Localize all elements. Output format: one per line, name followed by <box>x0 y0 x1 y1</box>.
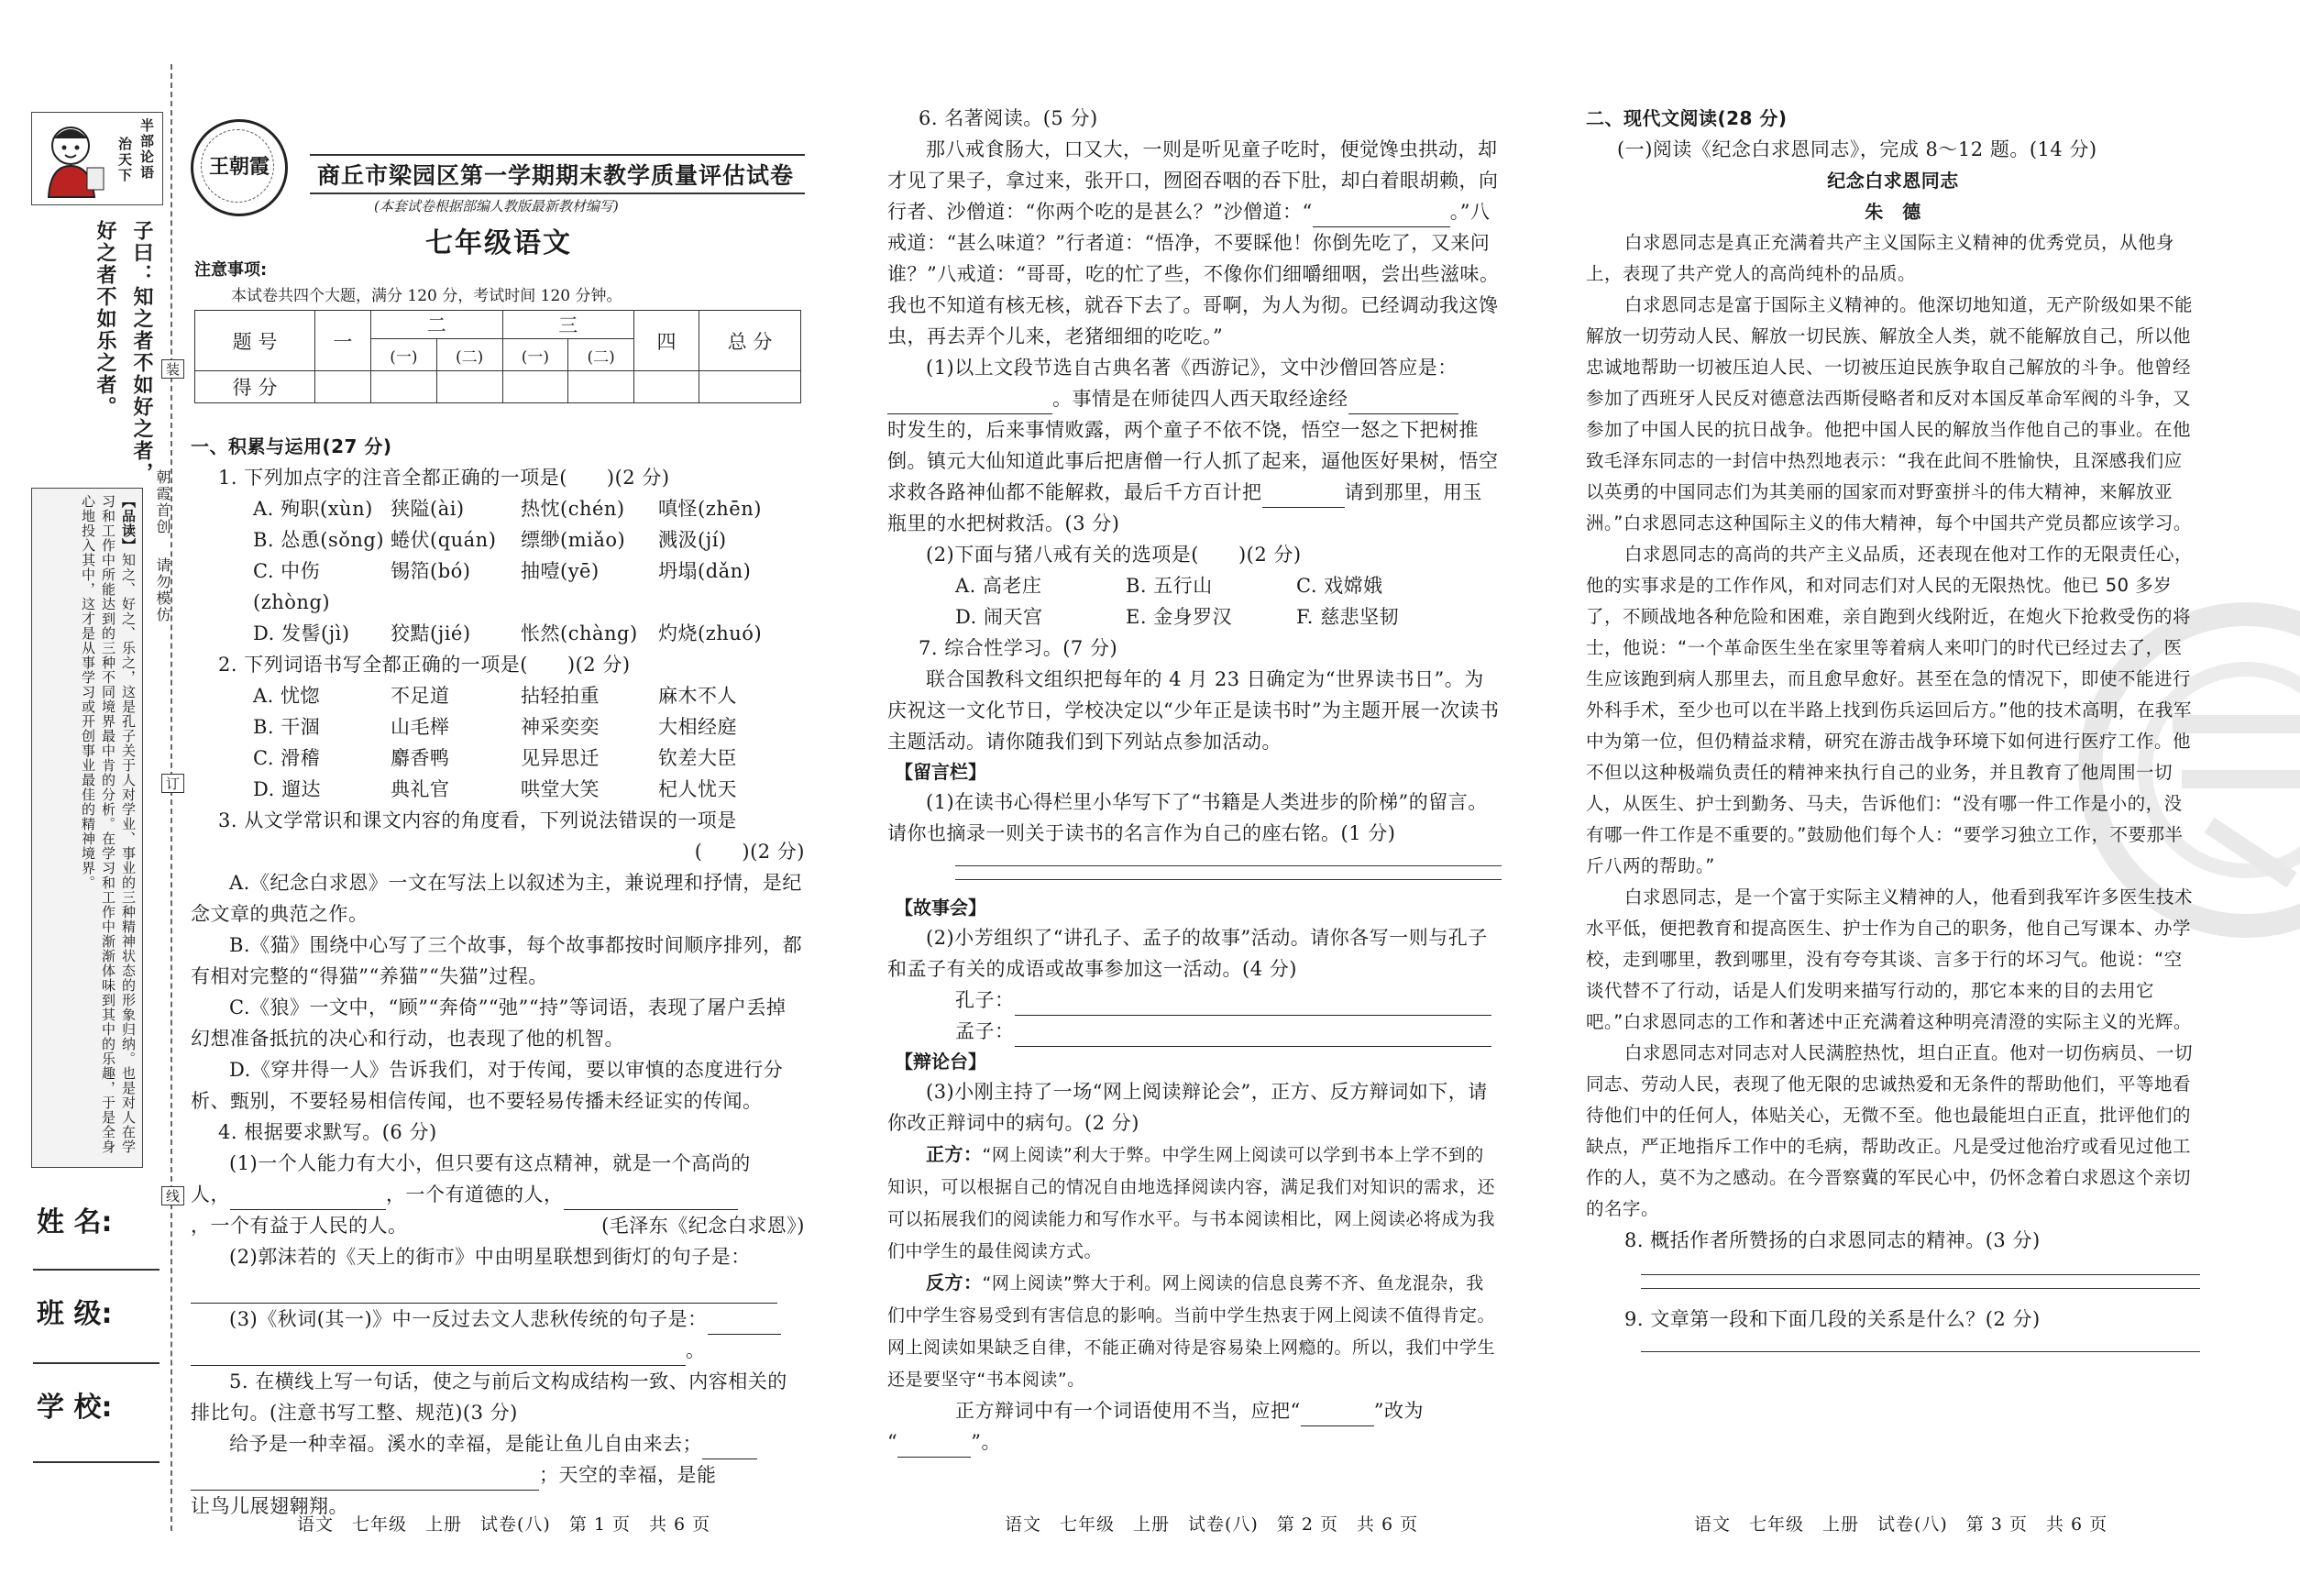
q7-3-answer-prefix: 正方辩词中有一个词语使用不当，应把“ <box>955 1400 1301 1422</box>
story-session-title: 【故事会】 <box>895 897 986 919</box>
q6-passage-text-2: 。”八戒道：“甚么味道？”行者道：“悟净，不要睬他！你倒先吃了，又来问谁？”八戒道：“哥哥，吃的忙了些，不像你们细嚼细咽，尝出些滋味。我也不知道有核无核，就吞下去了。哥啊，为人为彻。已经调动我这馋虫，再去弄个儿来，老猪细细的吃吃。” <box>887 201 1500 347</box>
q2-opt-word: 拈轻拍重 <box>521 685 600 707</box>
q3-option-b[interactable]: B.《猫》围绕中心写了三个故事，每个故事都按时间顺序排列，都有相对完整的“得猫”“养猫”“失猫”过程。 <box>191 934 803 987</box>
tag-original: 朝霞首创 <box>154 469 171 535</box>
score-head-1: 一 <box>315 311 371 371</box>
name-field[interactable] <box>33 1269 160 1271</box>
q6-passage-text-1: 那八戒食肠大，口又大，一则是听见童子吃时，便觉馋虫拱动，却才见了果子，拿过来，张开口，囫囵吞咽的吞下肚，却白着眼胡赖，向行者、沙僧道：“你两个吃的是甚么？”沙僧道：“ <box>887 138 1499 223</box>
confucius-field[interactable] <box>1015 993 1491 1016</box>
q1-opt-word: 溅汲(jí) <box>658 529 727 551</box>
q4-1-blank-2[interactable] <box>564 1187 738 1210</box>
q6-passage <box>887 134 1502 352</box>
q1-opt-word: 锡箔(bó) <box>391 560 471 582</box>
exam-subtitle: (本套试卷根据部编人教版最新教材编写) <box>374 198 619 215</box>
message-board-title: 【留言栏】 <box>895 761 986 783</box>
q7-2-text: (2)小芳组织了“讲孔子、孟子的故事”活动。请你各写一则与孔子和孟子有关的成语或故事参加这一活动。(4 分) <box>887 927 1488 980</box>
scholar-cartoon-icon <box>38 120 109 199</box>
q4-1-prefix: 人， <box>191 1183 230 1205</box>
q4-2-text: (2)郭沫若的《天上的街市》中由明星联想到街灯的句子是： <box>229 1246 751 1268</box>
binding-mark-2: 订 <box>161 774 184 793</box>
score-cell[interactable] <box>315 371 371 403</box>
q9-answer-line[interactable] <box>1641 1351 2200 1352</box>
notes-text: 本试卷共四个大题，满分 120 分，考试时间 120 分钟。 <box>231 287 622 305</box>
logo-text: 王朝霞 <box>208 155 270 179</box>
q1-opt-word: 热忱(chén) <box>521 498 625 520</box>
q1-opt-word: 抽噎(yē) <box>521 560 600 582</box>
q5-text-2: ；天空的幸福，是能 <box>539 1464 717 1486</box>
q6-2-option[interactable]: B. 五行山 <box>1126 575 1213 597</box>
q5-blank-1[interactable] <box>702 1436 757 1459</box>
q1-opt[interactable]: B. 怂恿(sǒng) <box>253 529 385 551</box>
q3-option-a[interactable]: A.《纪念白求恩》一文在写法上以叙述为主，兼说理和抒情，是纪念文章的典范之作。 <box>191 872 802 925</box>
q2-opt-word: 不足道 <box>391 685 450 707</box>
school-field[interactable] <box>33 1461 160 1463</box>
score-cell[interactable] <box>502 371 568 403</box>
page-2 <box>887 103 1502 1535</box>
con-label: 反方： <box>926 1271 983 1293</box>
school-label: 学 校: <box>37 1392 113 1424</box>
q6-2-options <box>887 570 1502 633</box>
q2-opt-word: 见异思迁 <box>521 747 600 769</box>
score-head-4: 四 <box>634 311 699 371</box>
score-head-label: 题 号 <box>195 311 315 371</box>
class-label: 班 级: <box>37 1298 113 1330</box>
page3-footer: 语文 七年级 上册 试卷(八) 第 3 页 共 6 页 <box>1694 1514 2108 1535</box>
binding-line <box>171 64 172 1531</box>
q2-opt-word: 杞人忧天 <box>658 778 737 800</box>
q3-option-c[interactable]: C.《狼》一文中，“顾”“奔倚”“弛”“持”等词语，表现了屠户丢掉幻想准备抵抗的决心和行动，也表现了他的机智。 <box>191 996 787 1050</box>
notes-title: 注意事项: <box>194 260 268 280</box>
q6-2-option[interactable]: C. 戏嫦娥 <box>1296 575 1383 597</box>
section-1-title: 一、积累与运用(27 分) <box>191 435 392 457</box>
score-cell[interactable] <box>371 371 437 403</box>
q6-2-option[interactable]: E. 金身罗汉 <box>1126 606 1233 628</box>
q4-1-mid: ，一个有道德的人， <box>386 1183 564 1205</box>
q6-2-option[interactable]: F. 慈悲坚韧 <box>1296 606 1400 628</box>
q4-1-source: (毛泽东《纪念白求恩》) <box>601 1215 805 1237</box>
q2-opt-word: 哄堂大笑 <box>521 778 600 800</box>
q7-1-text: (1)在读书心得栏里小华写下了“书籍是人类进步的阶梯”的留言。请你也摘录一则关于读书的名言作为自己的座右铭。(1 分) <box>887 791 1488 844</box>
q6-1-text-2: 。事情是在师徒四人西天取经途经 <box>1052 388 1348 410</box>
score-row-label: 得 分 <box>195 371 315 403</box>
name-label: 姓 名: <box>37 1206 113 1238</box>
q1-opt-word: 怅然(chàng) <box>521 622 638 644</box>
score-sub-3-1: (一) <box>502 339 568 371</box>
q6-1-blank-1[interactable] <box>887 391 1052 414</box>
q4-3-blank-2[interactable] <box>191 1343 686 1366</box>
q2-options <box>191 680 805 805</box>
q6-2-option[interactable]: D. 闹天宫 <box>955 606 1043 628</box>
q1-opt-word: 坍塌(dǎn) <box>658 560 752 582</box>
motto-left: 治天下 <box>116 137 133 183</box>
reading-text: 知之、好之、乐之，这是孔子关于人对学业、事业的三种精神状态的形象归纳。也是对人在学习和工作中所能达到的三种不同境界最中肯的分析。在学习和工作中渐渐体味到其中的乐趣，于是全身心地投入其中，这才是从事学习或开创事业最佳的精神境界。 <box>80 494 137 1154</box>
q4-3-text: (3)《秋词(其一)》中一反过去文人悲秋传统的句子是： <box>229 1308 708 1330</box>
q7-1-answer-line-1[interactable] <box>955 865 1502 866</box>
score-sub-3-2: (二) <box>568 339 634 371</box>
article-author: 朱 德 <box>1865 201 1921 223</box>
q8-answer-line-2[interactable] <box>1641 1288 2200 1289</box>
mencius-field[interactable] <box>1015 1024 1491 1047</box>
q7-3-blank-2[interactable] <box>897 1435 971 1458</box>
article-para-3: 白求恩同志的高尚的共产主义品质，还表现在他对工作的无限责任心，他的实事求是的工作作风，和对同志们对人民的无限热忱。他已 50 多岁了，不顾战地各种危险和困难，亲自跑到火线附近，在炮火下抢救受伤的将士，他说：“一个革命医生坐在家里等着病人来叩门的时代已经过去了，医生应该跑到病人那里去，而且愈早愈好。甚至在急的情况下，即使不能进行外科手术，至少也可以在半路上找到伤兵运回后方。”他的技术高明，在我军中为第一位，但仍精益求精，研究在游击战争环境下如何进行医疗工作。他不但以这种极端负责任的精神来执行自己的业务，并且教育了他周围一切人，从医生、护士到勤务、马夫，告诉他们：“没有哪一件工作是小的，没有哪一件工作是不重要的。”鼓励他们每个人：“要学习独立工作，不要那半斤八两的帮助。” <box>1586 544 2194 876</box>
q7-1-answer-line-2[interactable] <box>955 879 1502 880</box>
pro-argument: “网上阅读”利大于弊。中学生网上阅读可以学到书本上学不到的知识，可以根据自己的情况自由地选择阅读内容，满足我们对知识的需求，还可以拓展我们的阅读能力和写作水平。与书本阅读相比，网上阅读必将成为我们中学生的最佳阅读方式。 <box>887 1145 1496 1261</box>
q6-1-blank-3[interactable] <box>1262 485 1345 508</box>
q6-2-stem: (2)下面与猪八戒有关的选项是( )(2 分) <box>926 544 1302 566</box>
q2-opt-word: 麻木不人 <box>658 685 737 707</box>
score-sub-2-2: (二) <box>436 339 502 371</box>
q7-3-answer-mid: ”改为 <box>1373 1400 1424 1422</box>
q8-stem: 8. 概括作者所赞扬的白求恩同志的精神。(3 分) <box>1624 1229 2041 1251</box>
q6-1-text-4: 请到那里，用玉瓶里的水把树救活。(3 分) <box>887 481 1482 534</box>
class-field[interactable] <box>33 1362 160 1364</box>
q2-opt-word: 典礼官 <box>391 778 450 800</box>
article-para-1: 白求恩同志是真正充满着共产主义国际主义精神的优秀党员，从他身上，表现了共产党人的高尚纯朴的品质。 <box>1586 232 2175 284</box>
binding-mark-1: 装 <box>161 359 184 379</box>
score-sub-2-1: (一) <box>371 339 437 371</box>
q1-opt[interactable]: D. 发髻(jì) <box>253 622 350 644</box>
quote-line1: 子曰：知之者不如好之者， <box>130 220 153 484</box>
subject-title: 七年级语文 <box>425 227 572 259</box>
quote-line2: 好之者不如乐之者。 <box>94 220 116 418</box>
q1-opt[interactable]: C. 中伤(zhòng) <box>253 560 331 613</box>
brand-logo <box>191 119 288 216</box>
q4-2-blank[interactable] <box>191 1281 777 1304</box>
motto-box <box>31 112 163 205</box>
page-3 <box>1586 103 2200 1535</box>
article-para-5: 白求恩同志对同志对人民满腔热忱，坦白正直。他对一切伤病员、一切同志、劳动人民，表现了他无限的忠诚热爱和无条件的帮助他们，平等地看待他们中的任何人，体贴关心，无微不至。他也最能坦白正直，批评他们的缺点，严正地指斥工作中的毛病，帮助改正。凡是受过他治疗或看见过他工作的人，莫不为之感动。在今晋察冀的军民心中，仍怀念着白求恩这个亲切的名字。 <box>1586 1042 2194 1219</box>
q5-text-1: 给予是一种幸福。溪水的幸福，是能让鱼儿自由来去； <box>229 1433 702 1455</box>
q2-opt-word: 神采奕奕 <box>521 716 600 738</box>
q2-opt-word: 麝香鸭 <box>391 747 450 769</box>
score-cell[interactable] <box>568 371 634 403</box>
q6-1-text-1: (1)以上文段节选自古典名著《西游记》，文中沙僧回答应是： <box>926 357 1458 379</box>
score-cell[interactable] <box>699 371 801 403</box>
q6-1-blank-2[interactable] <box>1348 391 1458 414</box>
mencius-label: 孟子： <box>955 1020 1015 1042</box>
section-2-title: 二、现代文阅读(28 分) <box>1586 107 1788 129</box>
q4-1-text: (1)一个人能力有大小，但只要有这点精神，就是一个高尚的 <box>229 1152 751 1174</box>
q1-stem: 1. 下列加点字的注音全都正确的一项是( )(2 分) <box>218 467 670 489</box>
score-head-2: 二 <box>371 311 503 339</box>
part-1-title: (一)阅读《纪念白求恩同志》，完成 8～12 题。(14 分) <box>1617 138 2097 160</box>
q2-opt-word: 大相经庭 <box>658 716 737 738</box>
q2-opt[interactable]: B. 干涸 <box>253 716 321 738</box>
exam-title: 商丘市梁园区第一学期期末教学质量评估试卷 <box>317 162 795 189</box>
q3-option-d[interactable]: D.《穿井得一人》告诉我们，对于传闻，要以审慎的态度进行分析、甄别，不要轻易相信传闻，也不要轻易传播未经证实的传闻。 <box>191 1059 784 1112</box>
q2-opt-word: 钦差大臣 <box>658 747 737 769</box>
q7-intro: 联合国教科文组织把每年的 4 月 23 日确定为“世界读书日”。为庆祝这一文化节日，学校决定以“少年正是读书时”为主题开展一次读书主题活动。请你随我们到下列站点参加活动。 <box>887 668 1500 753</box>
q1-opt[interactable]: A. 殉职(xùn) <box>253 498 373 520</box>
article-para-2: 白求恩同志是富于国际主义精神的。他深切地知道，无产阶级如果不能解放一切劳动人民、解放一切民族、解放全人类，就不能解放自己，所以他忠诚地帮助一切被压迫人民、一切被压迫民族争取自己解放的斗争。他曾经参加了西班牙人民反对德意法西斯侵略者和反对本国反革命军阀的斗争，又参加了中国人民的抗日战争。他把中国人民的解放当作他自己的事业。在他致毛泽东同志的一封信中热烈地表示：“我在此间不胜愉快，且深感我们应以英勇的中国同志们为其美丽的国家而对野蛮拼斗的伟大精神，来解放亚洲。”白求恩同志这种国际主义的伟大精神，每个中国共产党员都应该学习。 <box>1586 294 2194 534</box>
q7-3-text: (3)小刚主持了一场“网上阅读辩论会”，正方、反方辩词如下，请你改正辩词中的病句。(2 分) <box>887 1081 1488 1134</box>
q7-stem: 7. 综合性学习。(7 分) <box>919 637 1118 659</box>
q4-3-blank-1[interactable] <box>708 1312 781 1335</box>
reading-box <box>31 488 143 1168</box>
q2-opt[interactable]: A. 忧惚 <box>253 685 321 707</box>
q5-text-3: 让鸟儿展翅翱翔。 <box>191 1495 348 1517</box>
article-para-4: 白求恩同志，是一个富于实际主义精神的人，他看到我军许多医生技术水平低，便把教育和提高医生、护士作为自己的职务，他自己写课本、办学校，走到哪里，教到哪里，没有夸夸其谈、言多于行的坏习气。他说：“空谈代替不了行动，话是人们发明来描写行动的，那它本来的目的去用它吧。”白求恩同志的工作和著述中正充满着这种明亮清澄的实际主义的光辉。 <box>1586 886 2194 1032</box>
q7-3-quote-close: ”。 <box>971 1431 1001 1453</box>
q1-opt-word: 狭隘(ài) <box>391 498 465 520</box>
q1-opt-word: 灼烧(zhuó) <box>658 622 763 644</box>
confucius-label: 孔子： <box>955 989 1015 1011</box>
q7-3-blank-1[interactable] <box>1301 1403 1374 1426</box>
q1-opt-word: 嗔怪(zhēn) <box>658 498 762 520</box>
q9-stem: 9. 文章第一段和下面几段的关系是什么？(2 分) <box>1624 1308 2041 1330</box>
q5-blank-2[interactable] <box>191 1468 539 1491</box>
q6-1-text-3: 时发生的，后来事情败露，两个童子不依不饶，悟空一怒之下把树推倒。镇元大仙知道此事后把唐僧一行人抓了起来，逼他医好果树，悟空求救各路神仙都不能解救，最后千方百计把 <box>887 419 1499 503</box>
article-title: 纪念白求恩同志 <box>1827 170 1959 192</box>
reading-label: 【品读】 <box>120 494 137 553</box>
score-head-3: 三 <box>502 311 634 339</box>
q4-1-blank-1[interactable] <box>230 1187 386 1210</box>
score-cell[interactable] <box>634 371 699 403</box>
page1-questions: 一、积累与运用(27 分) 1. 下列加点字的注音全都正确的一项是( )(2 分) A. 殉职(xùn) 狭隘(ài) 热忱(chén) 嗔怪(zhēn) B. 怂恿(sǒng) 蜷伏(quán) 缥缈(miǎo) 溅汲(jí) C. 中伤(zhòng) 锡箔(bó) 抽噎(yē) 坍塌(dǎn) D. 发髻(jì) 狡黠(jié) 怅然(chàng) 灼烧(zhuó) 2. 下列词语书写全都正确的一项是( )(2 分) A. 忧惚 不足道 拈轻拍重 麻木不人 B. 干涸 山毛榉 神采奕奕 大相经庭 C. 滑稽 麝香鸭 见异思迁 钦差大臣 D. 遛达 典礼官 哄堂大笑 杞人忧天 3. 从文学常识和课文内容的角度看，下列说法错误的一项是 ( )(2 分) A.《纪念白求恩》一文在写法上以叙述为主，兼说理和抒情，是纪念文章的典范之作。 B.《猫》围绕中心写了三个故事，每个故事都按时间顺序排列，都有相对完整的“得猫”“养猫”“失猫”过程。 C.《狼》一文中，“顾”“奔倚”“弛”“持”等词语，表现了屠户丢掉幻想准备抵抗的决心和行动，也表现了他的机智。 D.《穿井得一人》告诉我们，对于传闻，要以审慎的态度进行分析、甄别，不要轻易相信传闻，也不要轻易传播未经证实的传闻。 4. 根据要求默写。(6 分) (1)一个人能力有大小，但只要有这点精神，就是一个高尚的 人， ，一个有道德的人， ，一个有益于人民的人。 (毛泽东《纪念白求恩》) (2)郭沫若的《天上的街市》中由明星联想到街灯的句子是： (3)《秋词(其一)》中一反过去文人悲秋传统的句子是： 。 5. 在横线上写一句话，使之与前后文构成结构一致、内容相关的排比句。(注意书写工整、规范)(3 分) 给予是一种幸福。溪水的幸福，是能让鱼儿自由来去； ；天空的幸福，是能 让鸟儿展翅翱翔。 <box>191 431 805 1522</box>
q6-2-option[interactable]: A. 高老庄 <box>955 575 1042 597</box>
score-table <box>194 310 801 403</box>
debate-title: 【辩论台】 <box>895 1051 986 1073</box>
pro-label: 正方： <box>926 1143 983 1165</box>
q5-stem: 5. 在横线上写一句话，使之与前后文构成结构一致、内容相关的排比句。(注意书写工整、规范)(3 分) <box>191 1370 787 1424</box>
q2-opt[interactable]: C. 滑稽 <box>253 747 321 769</box>
q7-3-quote-open: “ <box>887 1431 898 1453</box>
score-head-total: 总 分 <box>699 311 801 371</box>
q1-opt-word: 缥缈(miǎo) <box>521 529 626 551</box>
score-cell[interactable] <box>436 371 502 403</box>
motto-right: 半部论语 <box>138 118 155 181</box>
q4-1-suffix: ，一个有益于人民的人。 <box>191 1215 408 1237</box>
q1-options <box>191 493 805 649</box>
con-argument: “网上阅读”弊大于利。网上阅读的信息良莠不齐、鱼龙混杂，我们中学生容易受到有害信息的影响。当前中学生热衷于网上阅读不值得肯定。网上阅读如果缺乏自律，不能正确对待是容易染上网瘾的。所以，我们中学生还是要坚守“书本阅读”。 <box>887 1273 1496 1390</box>
page2-footer: 语文 七年级 上册 试卷(八) 第 2 页 共 6 页 <box>1005 1514 1419 1535</box>
binding-mark-3: 线 <box>161 1186 184 1205</box>
q3-score: ( )(2 分) <box>694 841 805 863</box>
q2-stem: 2. 下列词语书写全都正确的一项是( )(2 分) <box>218 654 631 676</box>
q3-stem: 3. 从文学常识和课文内容的角度看，下列说法错误的一项是 <box>218 809 737 831</box>
q4-stem: 4. 根据要求默写。(6 分) <box>218 1121 437 1143</box>
q2-opt-word: 山毛榉 <box>391 716 450 738</box>
q1-opt-word: 蜷伏(quán) <box>391 529 497 551</box>
q6-passage-blank[interactable] <box>1313 204 1450 227</box>
q8-answer-line-1[interactable] <box>1641 1274 2200 1275</box>
q1-opt-word: 狡黠(jié) <box>391 622 471 644</box>
tag-no-copy: 请勿模仿 <box>154 557 171 623</box>
page1-footer: 语文 七年级 上册 试卷(八) 第 1 页 共 6 页 <box>297 1514 711 1535</box>
q6-stem: 6. 名著阅读。(5 分) <box>919 107 1098 129</box>
q2-opt[interactable]: D. 遛达 <box>253 778 321 800</box>
